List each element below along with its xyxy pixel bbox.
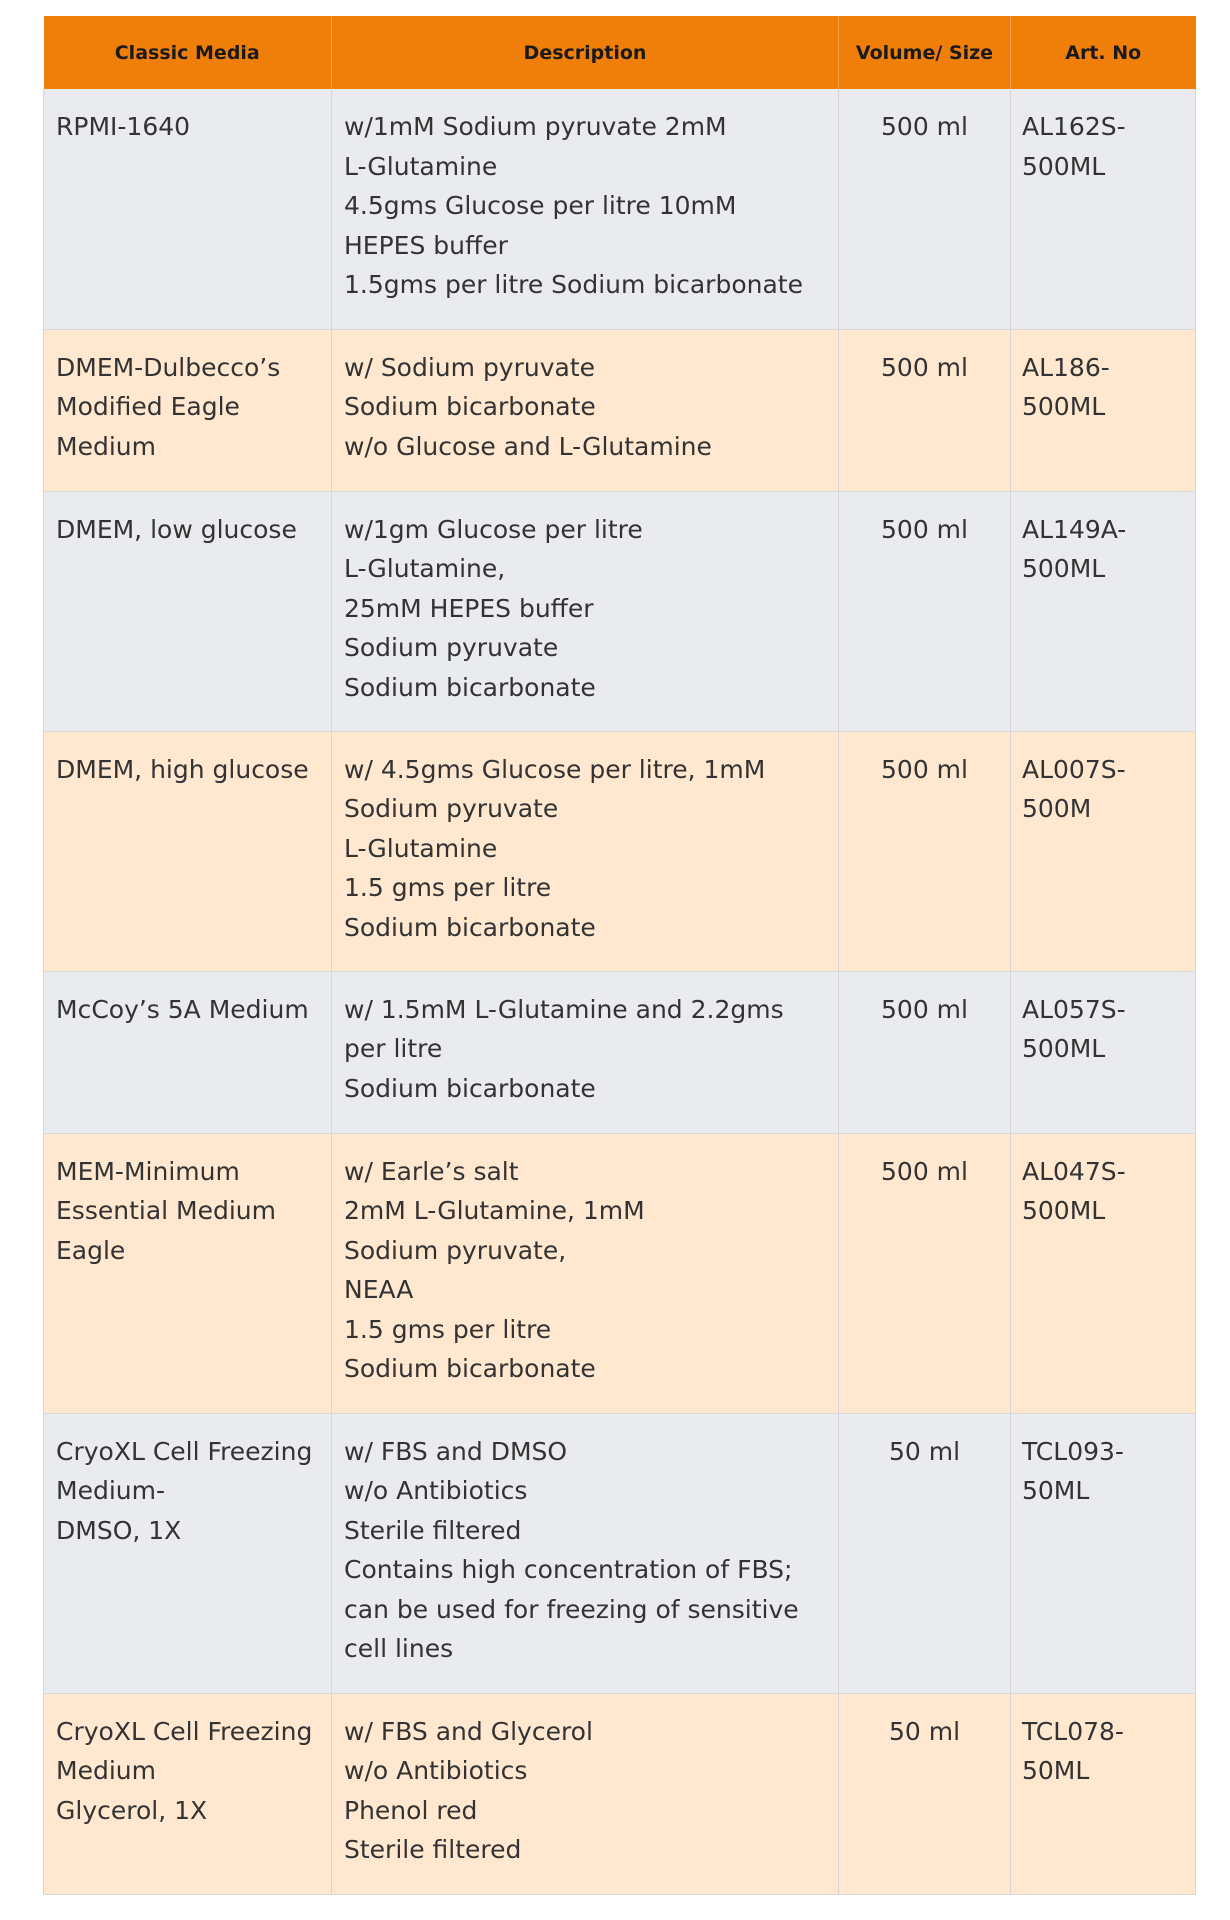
description-cell — [332, 1133, 839, 1413]
art-no-cell — [1011, 1133, 1196, 1413]
art-no-cell — [1011, 329, 1196, 491]
volume-size-cell: 500 ml — [839, 329, 1011, 491]
description-cell-line: 1.5 gms per litre — [344, 1314, 552, 1344]
header-row — [44, 16, 1196, 89]
description-cell-line: Sterile filtered — [344, 1515, 522, 1545]
media-name-cell — [44, 971, 332, 1133]
description-cell — [332, 971, 839, 1133]
header-classic-media: Classic Media — [44, 16, 332, 89]
art-no-cell-line: TCL078-50ML — [1022, 1716, 1124, 1785]
art-no-cell-line: AL186-500ML — [1022, 352, 1110, 421]
description-cell-line: Sodium pyruvate — [344, 794, 559, 823]
classic-media-table — [43, 16, 1196, 1895]
volume-size-cell: 500 ml — [839, 1133, 1011, 1413]
media-name-cell-line: RPMI-1640 — [56, 112, 191, 141]
table-row — [44, 89, 1196, 329]
table-row — [44, 491, 1196, 731]
description-cell-line: 1.5gms per litre Sodium bicarbonate — [344, 270, 803, 299]
media-name-cell — [44, 731, 332, 971]
header-art-no: Art. No — [1011, 16, 1196, 89]
media-name-cell — [44, 89, 332, 329]
description-cell-line: HEPES buffer — [344, 230, 508, 260]
description-cell-line: L-Glutamine, — [344, 554, 506, 583]
description-cell — [332, 1693, 839, 1894]
table-body — [44, 89, 1196, 1894]
art-no-cell — [1011, 491, 1196, 731]
art-no-cell — [1011, 1413, 1196, 1693]
description-cell-line: Sodium pyruvate, — [344, 1235, 567, 1265]
media-name-cell — [44, 329, 332, 491]
description-cell-line: Sterile filtered — [344, 1835, 522, 1864]
header-volume-size: Volume/ Size — [839, 16, 1011, 89]
volume-size-cell: 500 ml — [839, 491, 1011, 731]
description-cell-line: 25mM HEPES buffer — [344, 593, 594, 623]
media-name-cell — [44, 491, 332, 731]
table-row — [44, 1413, 1196, 1693]
description-cell-line: can be used for freezing of sensitive — [344, 1594, 799, 1624]
table-row — [44, 1133, 1196, 1413]
description-cell-line: w/ FBS and DMSO — [344, 1436, 568, 1466]
description-cell — [332, 329, 839, 491]
description-cell-line: w/ 1.5mM L-Glutamine and 2.2gms — [344, 994, 784, 1024]
media-name-cell-line: CryoXL Cell Freezing — [56, 1716, 313, 1746]
description-cell-line: Sodium bicarbonate — [344, 1073, 596, 1103]
art-no-cell-line: AL149A- — [1022, 514, 1127, 544]
description-cell-line: Sodium bicarbonate — [344, 912, 596, 942]
volume-size-cell: 50 ml — [839, 1693, 1011, 1894]
description-cell-line: Sodium bicarbonate — [344, 1354, 596, 1383]
description-cell-line: w/ Sodium pyruvate — [344, 352, 596, 382]
media-name-cell-line: DMEM, low glucose — [56, 514, 297, 544]
volume-size-cell: 500 ml — [839, 89, 1011, 329]
table-row — [44, 1693, 1196, 1894]
volume-size-cell: 50 ml — [839, 1413, 1011, 1693]
description-cell-line: 2mM L-Glutamine, 1mM — [344, 1196, 645, 1225]
description-cell-line: w/ FBS and Glycerol — [344, 1716, 593, 1746]
art-no-cell-line: AL057S- — [1022, 994, 1126, 1024]
description-cell-line: NEAA — [344, 1275, 414, 1304]
description-cell-line: w/1gm Glucose per litre — [344, 514, 643, 544]
description-cell-line: Contains high concentration of FBS; — [344, 1555, 793, 1584]
table-row — [44, 971, 1196, 1133]
media-name-cell-line: Medium — [56, 1756, 156, 1785]
media-name-cell-line: Essential Medium — [56, 1196, 276, 1225]
volume-size-cell: 500 ml — [839, 731, 1011, 971]
description-cell-line: Sodium bicarbonate — [344, 672, 596, 702]
description-cell-line: w/ Earle’s salt — [344, 1156, 519, 1186]
description-cell-line: 4.5gms Glucose per litre 10mM — [344, 191, 737, 220]
description-cell-line: per litre — [344, 1034, 443, 1063]
header-description: Description — [332, 16, 839, 89]
art-no-cell — [1011, 1693, 1196, 1894]
description-cell-line: 1.5 gms per litre — [344, 873, 552, 902]
description-cell-line: w/ 4.5gms Glucose per litre, 1mM — [344, 754, 766, 784]
description-cell-line: L-Glutamine — [344, 151, 498, 181]
art-no-cell-line: AL162S- — [1022, 112, 1126, 141]
media-name-cell — [44, 1693, 332, 1894]
table-row — [44, 731, 1196, 971]
description-cell-line: Sodium pyruvate — [344, 633, 559, 662]
description-cell — [332, 731, 839, 971]
art-no-cell-line: AL007S-500M — [1022, 754, 1126, 823]
description-cell-line: Sodium bicarbonate — [344, 392, 596, 421]
description-cell-line: w/o Antibiotics — [344, 1476, 528, 1505]
art-no-cell — [1011, 89, 1196, 329]
classic-media-table-container — [43, 16, 1195, 1895]
art-no-cell-line: TCL093-50ML — [1022, 1436, 1124, 1505]
media-name-cell — [44, 1413, 332, 1693]
media-name-cell-line: CryoXL Cell Freezing — [56, 1436, 313, 1466]
description-cell — [332, 89, 839, 329]
media-name-cell-line: Modified Eagle — [56, 392, 240, 421]
art-no-cell-line: 500ML — [1022, 151, 1106, 181]
description-cell-line: w/o Antibiotics — [344, 1756, 528, 1785]
description-cell-line: Phenol red — [344, 1795, 478, 1825]
media-name-cell-line: McCoy’s 5A Medium — [56, 994, 309, 1024]
media-name-cell-line: Medium — [56, 431, 156, 461]
art-no-cell-line: 500ML — [1022, 1034, 1106, 1063]
description-cell — [332, 1413, 839, 1693]
art-no-cell — [1011, 971, 1196, 1133]
art-no-cell-line: 500ML — [1022, 554, 1106, 583]
media-name-cell-line: Eagle — [56, 1235, 126, 1265]
table-row — [44, 329, 1196, 491]
media-name-cell-line: Glycerol, 1X — [56, 1795, 208, 1825]
table-header — [44, 16, 1196, 89]
media-name-cell — [44, 1133, 332, 1413]
media-name-cell-line: DMSO, 1X — [56, 1515, 182, 1545]
description-cell-line: L-Glutamine — [344, 833, 498, 863]
media-name-cell-line: DMEM, high glucose — [56, 754, 309, 784]
description-cell-line: cell lines — [344, 1634, 454, 1663]
media-name-cell-line: DMEM-Dulbecco’s — [56, 352, 281, 382]
media-name-cell-line: Medium- — [56, 1476, 165, 1505]
description-cell — [332, 491, 839, 731]
art-no-cell-line: AL047S- — [1022, 1156, 1126, 1186]
art-no-cell — [1011, 731, 1196, 971]
media-name-cell-line: MEM-Minimum — [56, 1156, 240, 1186]
description-cell-line: w/1mM Sodium pyruvate 2mM — [344, 112, 727, 141]
volume-size-cell: 500 ml — [839, 971, 1011, 1133]
description-cell-line: w/o Glucose and L-Glutamine — [344, 431, 712, 461]
art-no-cell-line: 500ML — [1022, 1196, 1106, 1225]
